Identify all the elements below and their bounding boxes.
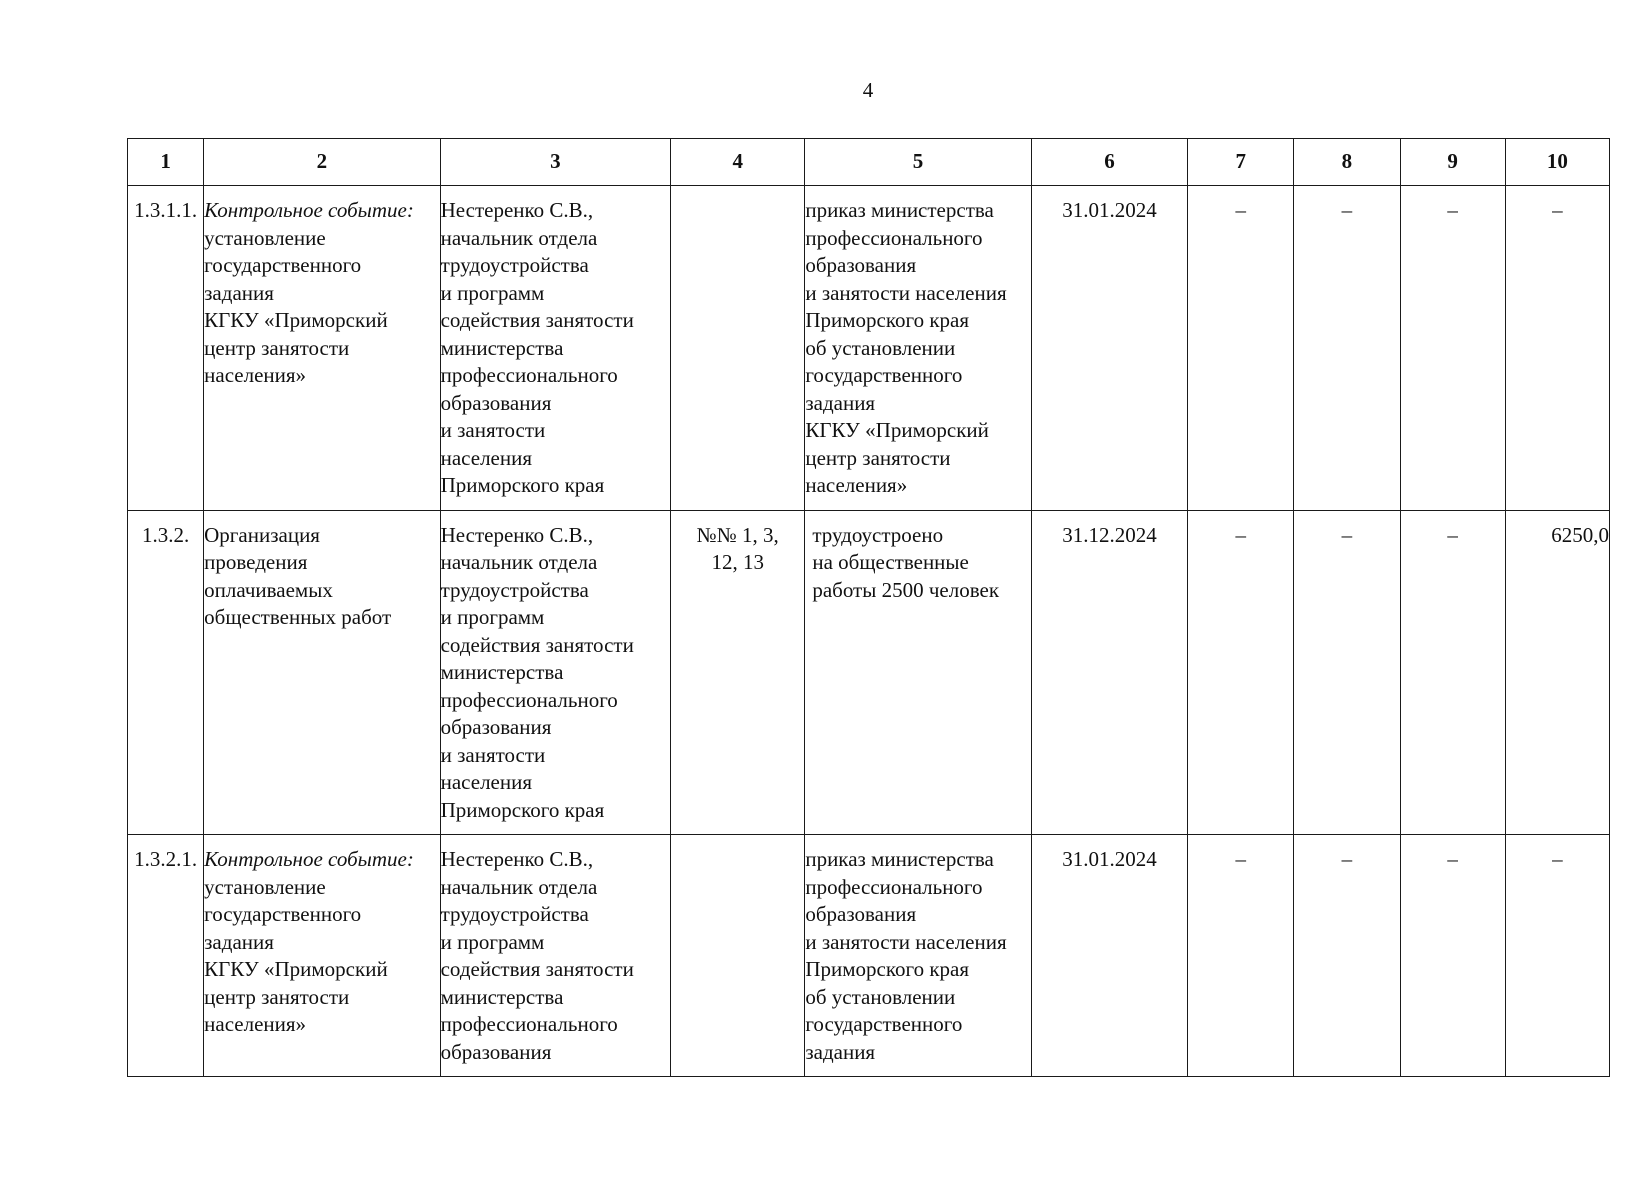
- name-line: населения»: [204, 1012, 307, 1036]
- name-line: центр занятости: [204, 984, 350, 1009]
- result-line: и занятости населения: [805, 280, 1007, 305]
- responsible-line: образования: [440, 1039, 552, 1064]
- result-cell: [805, 186, 1031, 511]
- table-row: [128, 510, 1610, 835]
- responsible-line: начальник отдела: [440, 550, 598, 574]
- row-number: 1.3.1.1.: [128, 186, 204, 511]
- responsible-line: трудоустройства: [440, 577, 589, 602]
- responsible-line: Нестеренко С.В.,: [440, 522, 594, 547]
- deadline-cell: 31.01.2024: [1031, 186, 1187, 511]
- result-cell: [805, 835, 1031, 1077]
- responsible-line: и программ: [440, 280, 545, 305]
- result-line: профессионального: [805, 874, 983, 899]
- responsible-cell: [440, 186, 670, 511]
- responsible-line: профессионального: [440, 363, 618, 387]
- value-cell-7: –: [1188, 510, 1294, 835]
- responsible-line: министерства: [440, 984, 564, 1009]
- column-header-8: 8: [1294, 139, 1400, 186]
- column-header-6: 6: [1031, 139, 1187, 186]
- result-line: об установлении: [805, 984, 956, 1009]
- responsible-line: содействия занятости: [440, 632, 634, 657]
- result-line: приказ министерства: [805, 198, 994, 222]
- name-line: задания: [204, 280, 274, 305]
- value-cell-10: –: [1505, 835, 1609, 1077]
- responsible-line: трудоустройства: [440, 902, 589, 926]
- result-line: образования: [805, 902, 917, 926]
- responsible-line: Приморского края: [440, 473, 605, 497]
- responsible-line: начальник отдела: [440, 874, 598, 899]
- result-line: Приморского края: [805, 308, 970, 332]
- indicators-cell: [671, 510, 805, 835]
- event-name-cell: [204, 835, 440, 1077]
- column-header-2: 2: [204, 139, 440, 186]
- responsible-line: профессионального: [440, 687, 618, 712]
- result-line: Приморского края: [805, 957, 970, 981]
- name-line: населения»: [204, 363, 307, 387]
- indicator-line: №№ 1, 3,: [696, 522, 779, 547]
- responsible-line: Нестеренко С.В.,: [440, 198, 594, 222]
- result-line: об установлении: [805, 335, 956, 360]
- responsible-line: образования: [440, 390, 552, 415]
- responsible-line: содействия занятости: [440, 957, 634, 981]
- column-header-3: 3: [440, 139, 670, 186]
- responsible-cell: [440, 510, 670, 835]
- event-name-cell: [204, 186, 440, 511]
- column-header-5: 5: [805, 139, 1031, 186]
- name-line: общественных работ: [204, 605, 392, 629]
- name-line: КГКУ «Приморский: [204, 308, 388, 332]
- column-header-1: 1: [128, 139, 204, 186]
- header-row: [128, 139, 1610, 186]
- responsible-line: населения: [440, 770, 533, 794]
- event-name-cell: [204, 510, 440, 835]
- name-line: установление: [204, 225, 326, 250]
- result-line: работы 2500 человек: [812, 577, 1000, 602]
- value-cell-7: –: [1188, 186, 1294, 511]
- result-line: на общественные: [812, 550, 969, 574]
- row-number: 1.3.2.: [128, 510, 204, 835]
- result-line: задания: [805, 390, 876, 415]
- value-cell-9: –: [1400, 510, 1505, 835]
- responsible-line: Приморского края: [440, 797, 605, 822]
- deadline-cell: 31.01.2024: [1031, 835, 1187, 1077]
- result-line: центр занятости: [805, 445, 951, 470]
- table-row: [128, 835, 1610, 1077]
- value-cell-8: –: [1294, 186, 1400, 511]
- row-number: 1.3.2.1.: [128, 835, 204, 1077]
- responsible-line: содействия занятости: [440, 308, 634, 332]
- value-cell-8: –: [1294, 835, 1400, 1077]
- result-line: образования: [805, 253, 917, 277]
- name-line: оплачиваемых: [204, 577, 333, 602]
- name-line: КГКУ «Приморский: [204, 957, 388, 981]
- value-cell-10: –: [1505, 186, 1609, 511]
- responsible-line: и программ: [440, 605, 545, 629]
- column-header-4: 4: [671, 139, 805, 186]
- name-line: задания: [204, 929, 274, 954]
- name-line: Организация: [204, 522, 320, 547]
- result-line: населения»: [805, 473, 908, 497]
- responsible-line: профессионального: [440, 1012, 618, 1036]
- result-line: трудоустроено: [812, 522, 944, 547]
- responsible-line: Нестеренко С.В.,: [440, 847, 594, 871]
- result-cell: [805, 510, 1031, 835]
- responsible-line: и занятости: [440, 742, 546, 767]
- responsible-line: и занятости: [440, 418, 546, 442]
- value-cell-10: 6250,0: [1505, 510, 1609, 835]
- responsible-line: образования: [440, 715, 552, 739]
- value-cell-9: –: [1400, 835, 1505, 1077]
- responsible-line: начальник отдела: [440, 225, 598, 250]
- result-line: государственного: [805, 363, 963, 387]
- event-label: Контрольное событие:: [204, 198, 414, 222]
- indicator-line: 12, 13: [711, 550, 764, 574]
- responsible-line: трудоустройства: [440, 253, 589, 277]
- responsible-line: министерства: [440, 335, 564, 360]
- responsible-line: населения: [440, 445, 533, 470]
- name-line: установление: [204, 874, 326, 899]
- result-line: приказ министерства: [805, 847, 994, 871]
- name-line: государственного: [204, 253, 362, 277]
- responsible-line: и программ: [440, 929, 545, 954]
- indicators-cell: [671, 186, 805, 511]
- responsible-line: министерства: [440, 660, 564, 684]
- name-line: государственного: [204, 902, 362, 926]
- responsible-cell: [440, 835, 670, 1077]
- indicators-cell: [671, 835, 805, 1077]
- event-label: Контрольное событие:: [204, 847, 414, 871]
- deadline-cell: 31.12.2024: [1031, 510, 1187, 835]
- plan-table: [127, 138, 1610, 1077]
- result-line: профессионального: [805, 225, 983, 250]
- value-cell-7: –: [1188, 835, 1294, 1077]
- name-line: проведения: [204, 550, 308, 574]
- result-line: государственного: [805, 1012, 963, 1036]
- value-cell-9: –: [1400, 186, 1505, 511]
- column-header-7: 7: [1188, 139, 1294, 186]
- table-row: [128, 186, 1610, 511]
- page-number: 4: [862, 78, 874, 102]
- column-header-10: 10: [1505, 139, 1609, 186]
- result-line: КГКУ «Приморский: [805, 418, 989, 442]
- name-line: центр занятости: [204, 335, 350, 360]
- result-line: задания: [805, 1039, 876, 1064]
- column-header-9: 9: [1400, 139, 1505, 186]
- value-cell-8: –: [1294, 510, 1400, 835]
- result-line: и занятости населения: [805, 929, 1007, 954]
